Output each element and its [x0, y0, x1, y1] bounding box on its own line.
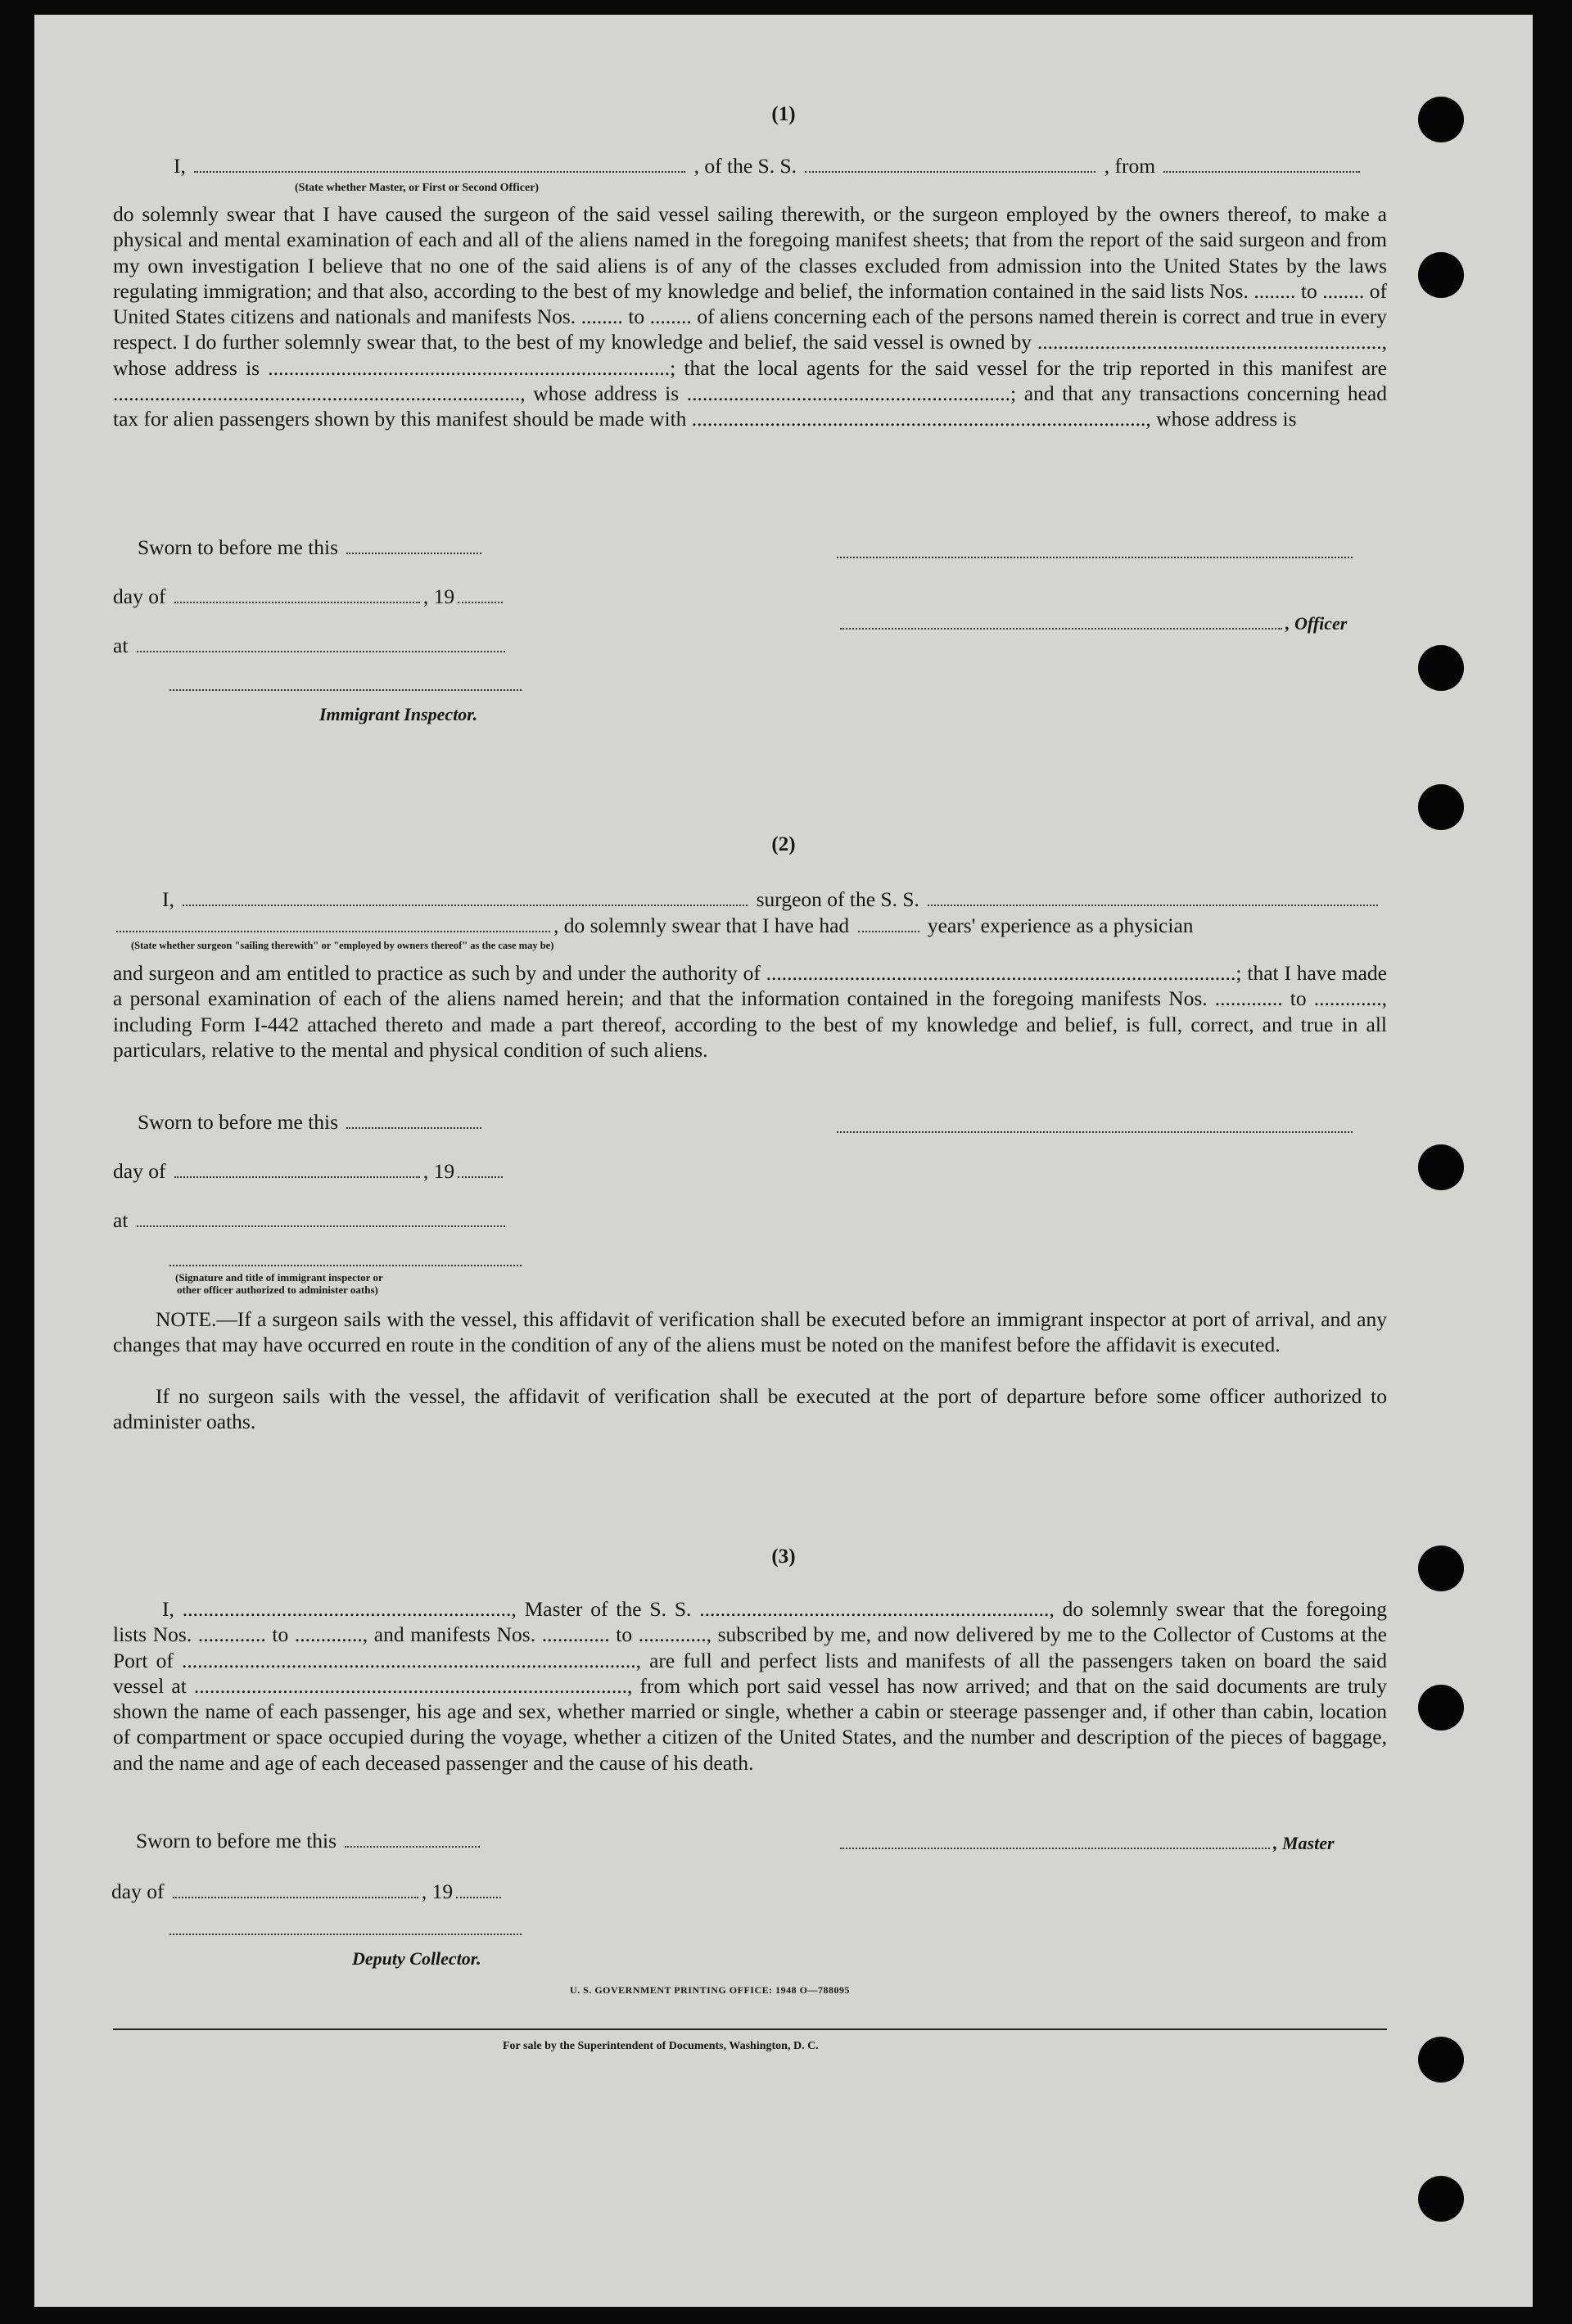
- surgeon-name-field[interactable]: [183, 903, 748, 906]
- punch-hole-4: [1418, 784, 1464, 830]
- sworn-label-3: Sworn to before me this: [136, 1829, 337, 1852]
- section-1-at-line: [113, 634, 508, 658]
- years-experience-field[interactable]: [858, 929, 919, 932]
- punch-hole-9: [1418, 2176, 1464, 2222]
- section-2-number: (2): [771, 833, 796, 855]
- at-label-2: at: [113, 1208, 129, 1232]
- section-2-day-line: [113, 1159, 506, 1184]
- from-port-field[interactable]: [1163, 169, 1360, 173]
- day-of-label: day of: [113, 584, 166, 608]
- master-label: , Master: [1273, 1833, 1335, 1853]
- section-1-sworn-line: [138, 535, 485, 560]
- sworn-label-2: Sworn to before me this: [138, 1110, 339, 1134]
- officer-label: , Officer: [1285, 613, 1348, 634]
- from-label: , from: [1104, 154, 1156, 178]
- collector-signature-line[interactable]: [169, 1932, 522, 1935]
- inspector-signature-line[interactable]: [169, 688, 522, 691]
- surgeon-ship-field[interactable]: [928, 903, 1378, 906]
- section-2-sworn-line: [138, 1110, 485, 1135]
- section-3-sworn-line: [136, 1829, 483, 1853]
- sworn-label: Sworn to before me this: [138, 535, 339, 559]
- year-field[interactable]: [458, 600, 503, 603]
- i-label: I,: [174, 154, 186, 178]
- at-place-field[interactable]: [137, 649, 505, 652]
- ship-name-field[interactable]: [805, 169, 1095, 173]
- section-1-upper-signature-line[interactable]: [837, 555, 1353, 558]
- section-3-number: (3): [771, 1546, 796, 1568]
- punch-hole-8: [1418, 2037, 1464, 2083]
- day-of-field-3[interactable]: [173, 1895, 418, 1898]
- form-page: [34, 15, 1533, 2307]
- i-label-2: I,: [162, 887, 174, 911]
- note-paragraph-2: If no surgeon sails with the vessel, the affidavit of verification shall be executed at the port of departure before some officer authorized to administer oaths.: [113, 1384, 1387, 1433]
- section-1-number: (1): [771, 103, 796, 125]
- surgeon-experience-line: [113, 914, 1194, 938]
- footer-sale-notice: For sale by the Superintendent of Documents, Washington, D. C.: [503, 2040, 819, 2052]
- day-of-label-2: day of: [113, 1159, 166, 1183]
- punch-hole-7: [1418, 1685, 1464, 1731]
- note-text-1: —If a surgeon sails with the vessel, this affidavit of verification shall be executed before an immigrant inspector at port of arrival, and any changes that may have occurred en route in the condition of any of the aliens must be noted on the manifest before the affidavit is executed.: [113, 1307, 1387, 1356]
- at-label: at: [113, 634, 129, 657]
- officer-signature-field[interactable]: [840, 626, 1282, 630]
- note-label: NOTE.: [156, 1307, 217, 1331]
- master-signature-line: [837, 1830, 1335, 1855]
- year-field-2[interactable]: [458, 1175, 503, 1178]
- officer-rank-note: (State whether Master, or First or Second Officer): [295, 182, 540, 194]
- deputy-collector-label: Deputy Collector.: [352, 1948, 481, 1969]
- surgeon-of-label: surgeon of the S. S.: [756, 887, 919, 911]
- footer-rule: [113, 2028, 1387, 2030]
- master-signature-field[interactable]: [840, 1846, 1270, 1849]
- verifier-signature-line[interactable]: [169, 1263, 522, 1266]
- surgeon-status-field[interactable]: [116, 929, 550, 932]
- punch-hole-2: [1418, 252, 1464, 298]
- surgeon-signature-line[interactable]: [837, 1130, 1353, 1133]
- section-2-at-line: [113, 1208, 508, 1233]
- section-1-opening-line: [174, 154, 1363, 178]
- section-1-day-line: [113, 584, 506, 609]
- section-2-oath-text: and surgeon and am entitled to practice as such by and under the authority of ..........................................................................................; that I have made a personal examination of each of the aliens named herein; and that the information contained in the foregoing manifests Nos. ............. to ............., including Form I-442 attached thereto and made a part thereof, according to the best of my knowledge and belief, is full, correct, and true in all particulars, relative to the mental and physical condition of such aliens.: [113, 961, 1387, 1062]
- punch-hole-5: [1418, 1144, 1464, 1190]
- surgeon-status-note: (State whether surgeon "sailing therewith" or "employed by owners thereof" as the case may be): [131, 940, 554, 951]
- day-of-field[interactable]: [174, 600, 420, 603]
- day-of-label-3: day of: [111, 1880, 165, 1903]
- sworn-date-field-3[interactable]: [345, 1844, 480, 1848]
- section-3-day-line: [111, 1880, 504, 1904]
- punch-hole-3: [1418, 645, 1464, 691]
- swear-text: , do solemnly swear that I have had: [553, 914, 850, 937]
- at-place-field-2[interactable]: [137, 1224, 505, 1227]
- verifier-note-1: (Signature and title of immigrant inspector or: [175, 1271, 383, 1284]
- year-prefix-2: , 19: [422, 1159, 455, 1183]
- years-label: years' experience as a physician: [927, 914, 1194, 937]
- surgeon-name-line: [162, 887, 1381, 912]
- year-prefix-3: , 19: [421, 1880, 454, 1903]
- section-3-oath-text: I, ..............................................................., Master of the S. S. ..................................................................., do solemnly swear that the foregoing lists Nos. ............. to ............., and manifests Nos. ............. to ............., subscribed by me, and now delivered by me to the Collector of Customs at the Port of ......................................................................................., are full and perfect lists and manifests of all the passengers taken on board the said vessel at ..................................................................................., from which port said vessel has now arrived; and that on the said documents are truly shown the name of each passenger, his age and sex, whether married or single, whether a cabin or steerage passenger and, if other than cabin, location of compartment or space occupied during the voyage, whether a citizen of the United States, and the number and description of the pieces of baggage, and the name and age of each deceased passenger and the cause of his death.: [113, 1597, 1387, 1775]
- immigrant-inspector-label: Immigrant Inspector.: [319, 704, 478, 724]
- section-1-oath-text: do solemnly swear that I have caused the surgeon of the said vessel sailing therewith, or the surgeon employed by the owners thereof, to make a physical and mental examination of each and all of the aliens named in the foregoing manifest sheets; that from the report of the said surgeon and from my own investigation I believe that no one of the said aliens is of any of the classes excluded from admission into the United States by the laws regulating immigration; and that also, according to the best of my knowledge and belief, the information contained in the said lists Nos. ........ to ........ of United States citizens and nationals and manifests Nos. ........ to ........ of aliens concerning each of the persons named therein is correct and true in every respect. I do further solemnly swear that, to the best of my knowledge and belief, the said vessel is owned by .................................................................., whose address is .............................................................................; that the local agents for the said vessel for the trip reported in this manifest are .............................................................................., whose address is ..............................................................; and that any transactions concerning head tax for alien passengers shown by this manifest should be made with ......................................................................................., whose address is: [113, 202, 1387, 431]
- officer-signature-line: [837, 611, 1347, 635]
- note-paragraph-1: [113, 1306, 1387, 1357]
- printing-office-line: U. S. GOVERNMENT PRINTING OFFICE: 1948 O—788095: [570, 1984, 850, 1996]
- day-of-field-2[interactable]: [174, 1175, 420, 1178]
- verifier-note-2: other officer authorized to administer oaths): [177, 1284, 378, 1296]
- year-field-3[interactable]: [456, 1895, 501, 1898]
- officer-name-field[interactable]: [194, 169, 685, 173]
- ss-label: , of the S. S.: [693, 154, 797, 178]
- sworn-date-field[interactable]: [346, 551, 481, 554]
- year-prefix: , 19: [422, 584, 455, 608]
- sworn-date-field-2[interactable]: [346, 1126, 481, 1129]
